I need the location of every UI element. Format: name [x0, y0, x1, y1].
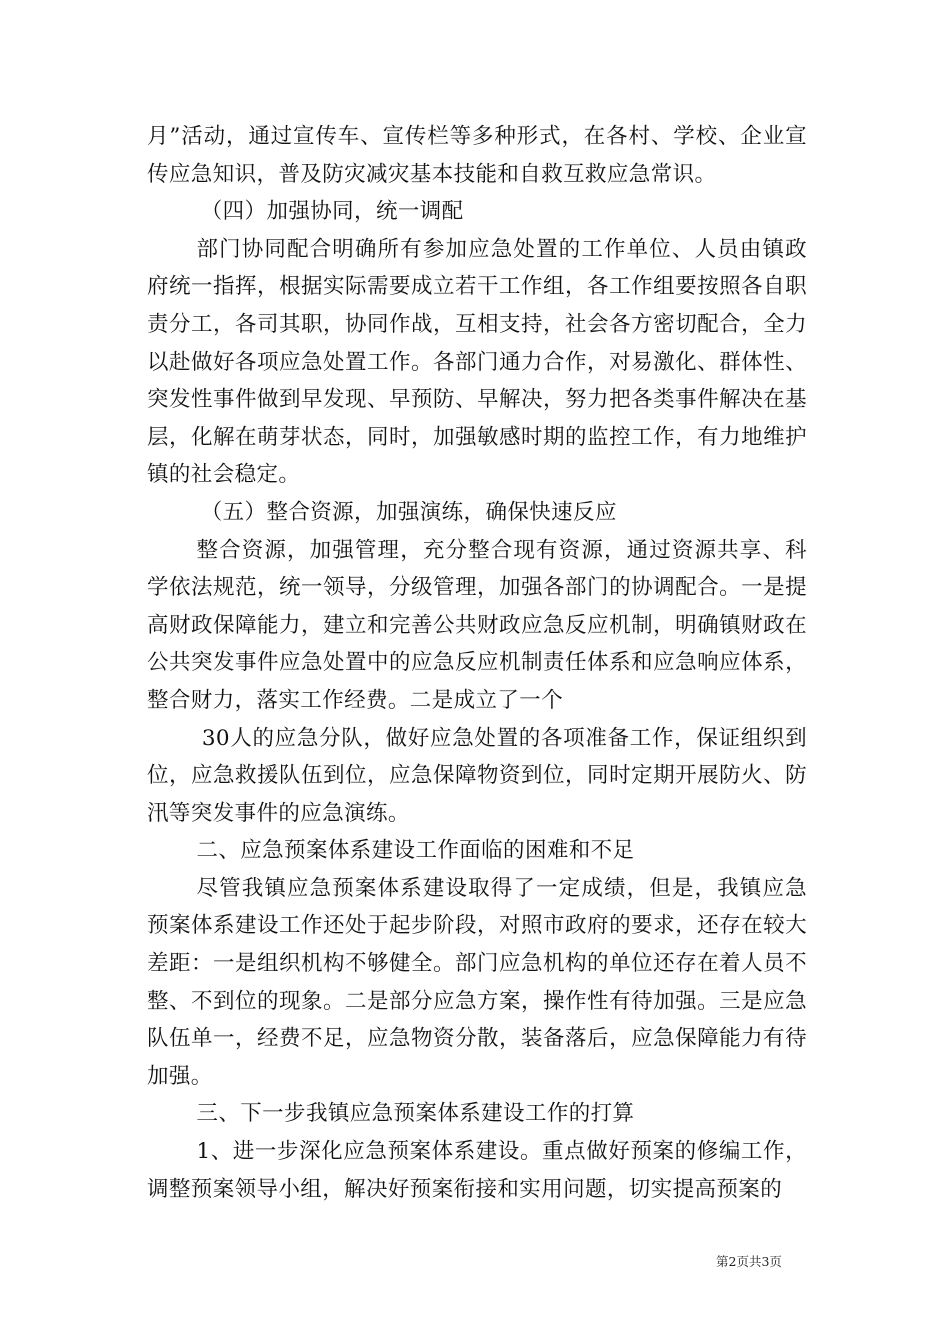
heading-section-4: （四）加强协同，统一调配: [200, 199, 464, 225]
heading-part-3: 三、下一步我镇应急预案体系建设工作的打算: [196, 1101, 635, 1127]
paragraph-activity-continuation: 月”活动，通过宣传车、宣传栏等多种形式，在各村、学校、企业宣传应急知识，普及防灾减灾基本技能和自救互救应急常识。: [147, 124, 807, 187]
heading-section-5: （五）整合资源，加强演练，确保快速反应: [200, 499, 617, 525]
document-body: [147, 118, 807, 1208]
paragraph-next-steps: 1、进一步深化应急预案体系建设。重点做好预案的修编工作，调整预案领导小组，解决好预案衔接和实用问题，切实提高预案的: [147, 1139, 807, 1202]
paragraph-coordination: 部门协同配合明确所有参加应急处置的工作单位、人员由镇政府统一指挥，根据实际需要成立若干工作组，各工作组要按照各自职责分工，各司其职，协同作战，互相支持，社会各方密切配合，全力以赴做好各项应急处置工作。各部门通力合作，对易激化、群体性、突发性事件做到早发现、早预防、早解决，努力把各类事件解决在基层，化解在萌芽状态，同时，加强敏感时期的监控工作，有力地维护镇的社会稳定。: [147, 236, 807, 488]
paragraph-emergency-team: 30人的应急分队，做好应急处置的各项准备工作，保证组织到位，应急救援队伍到位，应急保障物资到位，同时定期开展防火、防汛等突发事件的应急演练。: [147, 725, 807, 826]
heading-part-2: 二、应急预案体系建设工作面临的困难和不足: [196, 838, 635, 864]
paragraph-difficulties: 尽管我镇应急预案体系建设取得了一定成绩，但是，我镇应急预案体系建设工作还处于起步阶段，对照市政府的要求，还存在较大差距：一是组织机构不够健全。部门应急机构的单位还存在着人员不整、不到位的现象。二是部分应急方案，操作性有待加强。三是应急队伍单一，经费不足，应急物资分散，装备落后，应急保障能力有待加强。: [147, 875, 807, 1089]
page-number-footer: 第2页共3页: [716, 1254, 782, 1269]
paragraph-resources: 整合资源，加强管理，充分整合现有资源，通过资源共享、科学依法规范，统一领导，分级管理，加强各部门的协调配合。一是提高财政保障能力，建立和完善公共财政应急反应机制，明确镇财政在公共突发事件应急处置中的应急反应机制责任体系和应急响应体系，整合财力，落实工作经费。二是成立了一个: [147, 537, 807, 713]
